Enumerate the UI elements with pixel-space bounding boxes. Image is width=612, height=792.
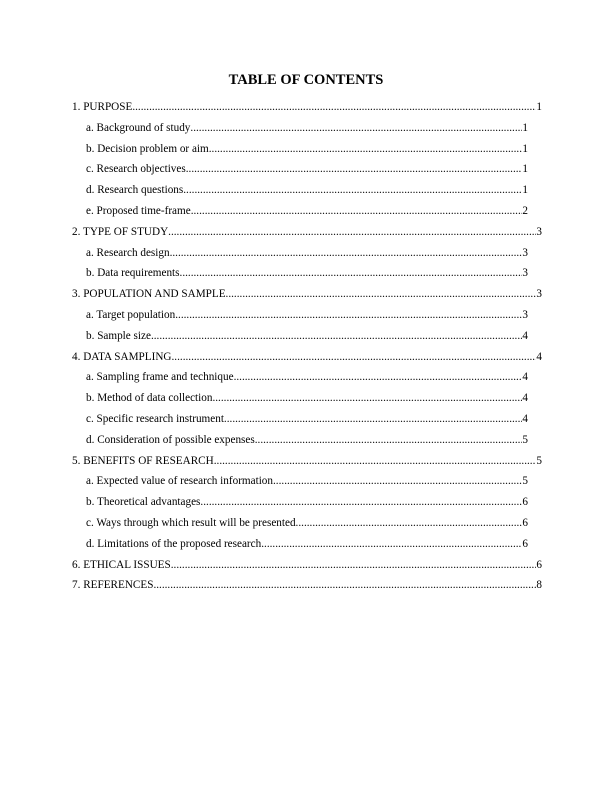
toc-section-entry[interactable]	[72, 101, 542, 122]
toc-entry-label: b. Theoretical advantages	[86, 496, 201, 509]
toc-subsection-entry[interactable]	[72, 143, 528, 164]
toc-entry-label: d. Consideration of possible expenses	[86, 433, 255, 446]
toc-section-entry[interactable]	[72, 455, 542, 476]
toc-page-number: 6	[522, 496, 528, 509]
toc-page-number: 5	[522, 475, 528, 488]
toc-section-entry[interactable]	[72, 288, 542, 309]
toc-entry-label: b. Sample size	[86, 329, 151, 342]
toc-dot-leader	[151, 330, 522, 342]
toc-section-entry[interactable]	[72, 579, 542, 600]
toc-dot-leader	[200, 496, 522, 508]
toc-dot-leader	[168, 226, 536, 238]
toc-dot-leader	[132, 101, 536, 113]
toc-section-entry[interactable]	[72, 559, 542, 580]
toc-entry-label: c. Research objectives	[86, 163, 186, 176]
toc-dot-leader	[190, 122, 522, 134]
toc-subsection-entry[interactable]	[72, 163, 528, 184]
toc-entry-label: 5. BENEFITS OF RESEARCH	[72, 454, 214, 467]
toc-dot-leader	[209, 143, 523, 155]
toc-page-number: 1	[522, 163, 528, 176]
toc-page-number: 4	[522, 329, 528, 342]
toc-dot-leader	[153, 579, 536, 591]
toc-page-number: 8	[536, 579, 542, 592]
toc-entry-label: 3. POPULATION AND SAMPLE	[72, 288, 226, 301]
toc-dot-leader	[170, 247, 523, 259]
toc-subsection-entry[interactable]	[72, 267, 528, 288]
toc-subsection-entry[interactable]	[72, 330, 528, 351]
toc-entry-label: e. Proposed time-frame	[86, 204, 191, 217]
toc-page-number: 3	[536, 288, 542, 301]
toc-page-number: 4	[522, 412, 528, 425]
toc-dot-leader	[226, 288, 537, 300]
toc-page-number: 4	[522, 371, 528, 384]
toc-entry-label: a. Expected value of research information	[86, 475, 273, 488]
toc-subsection-entry[interactable]	[72, 371, 528, 392]
toc-entry-label: c. Ways through which result will be presented	[86, 516, 296, 529]
toc-dot-leader	[172, 351, 537, 363]
toc-subsection-entry[interactable]	[72, 413, 528, 434]
toc-page-number: 6	[536, 558, 542, 571]
toc-subsection-entry[interactable]	[72, 475, 528, 496]
toc-page-number: 3	[522, 267, 528, 280]
toc-dot-leader	[171, 559, 537, 571]
toc-page-number: 5	[522, 433, 528, 446]
toc-entry-label: 4. DATA SAMPLING	[72, 350, 172, 363]
toc-subsection-entry[interactable]	[72, 205, 528, 226]
toc-subsection-entry[interactable]	[72, 392, 528, 413]
toc-section-entry[interactable]	[72, 351, 542, 372]
toc-dot-leader	[296, 517, 523, 529]
toc-dot-leader	[186, 163, 523, 175]
toc-entry-label: b. Method of data collection	[86, 392, 213, 405]
toc-dot-leader	[255, 434, 523, 446]
toc-dot-leader	[273, 475, 522, 487]
toc-subsection-entry[interactable]	[72, 517, 528, 538]
toc-subsection-entry[interactable]	[72, 247, 528, 268]
toc-page-number: 4	[536, 350, 542, 363]
toc-subsection-entry[interactable]	[72, 496, 528, 517]
toc-dot-leader	[261, 538, 522, 550]
toc-entry-label: a. Background of study	[86, 121, 191, 134]
toc-entry-label: b. Data requirements	[86, 267, 180, 280]
toc-page-number: 1	[522, 121, 528, 134]
toc-dot-leader	[214, 455, 537, 467]
toc-page-number: 3	[536, 225, 542, 238]
table-of-contents	[72, 101, 542, 600]
toc-page-number: 4	[522, 392, 528, 405]
toc-dot-leader	[175, 309, 522, 321]
toc-dot-leader	[180, 267, 523, 279]
toc-subsection-entry[interactable]	[72, 184, 528, 205]
toc-subsection-entry[interactable]	[72, 309, 528, 330]
toc-subsection-entry[interactable]	[72, 434, 528, 455]
toc-entry-label: 2. TYPE OF STUDY	[72, 225, 169, 238]
toc-entry-label: d. Research questions	[86, 184, 184, 197]
toc-page-number: 6	[522, 516, 528, 529]
toc-page-number: 3	[522, 308, 528, 321]
toc-dot-leader	[224, 413, 522, 425]
toc-dot-leader	[183, 184, 522, 196]
toc-entry-label: d. Limitations of the proposed research	[86, 537, 262, 550]
toc-page-number: 1	[522, 142, 528, 155]
toc-page-number: 5	[536, 454, 542, 467]
toc-dot-leader	[234, 371, 523, 383]
toc-section-entry[interactable]	[72, 226, 542, 247]
toc-subsection-entry[interactable]	[72, 538, 528, 559]
toc-page-number: 1	[522, 184, 528, 197]
toc-entry-label: a. Research design	[86, 246, 170, 259]
toc-page-number: 3	[522, 246, 528, 259]
toc-entry-label: b. Decision problem or aim	[86, 142, 209, 155]
toc-entry-label: a. Sampling frame and technique	[86, 371, 234, 384]
toc-page-number: 1	[536, 101, 542, 113]
toc-entry-label: 1. PURPOSE	[72, 101, 133, 113]
toc-entry-label: a. Target population	[86, 308, 176, 321]
toc-page-number: 6	[522, 537, 528, 550]
toc-subsection-entry[interactable]	[72, 122, 528, 143]
toc-page-number: 2	[522, 204, 528, 217]
toc-entry-label: c. Specific research instrument	[86, 412, 224, 425]
page-title: TABLE OF CONTENTS	[228, 72, 384, 88]
toc-entry-label: 6. ETHICAL ISSUES	[72, 558, 171, 571]
toc-dot-leader	[191, 205, 523, 217]
toc-entry-label: 7. REFERENCES	[72, 579, 154, 592]
toc-dot-leader	[212, 392, 522, 404]
